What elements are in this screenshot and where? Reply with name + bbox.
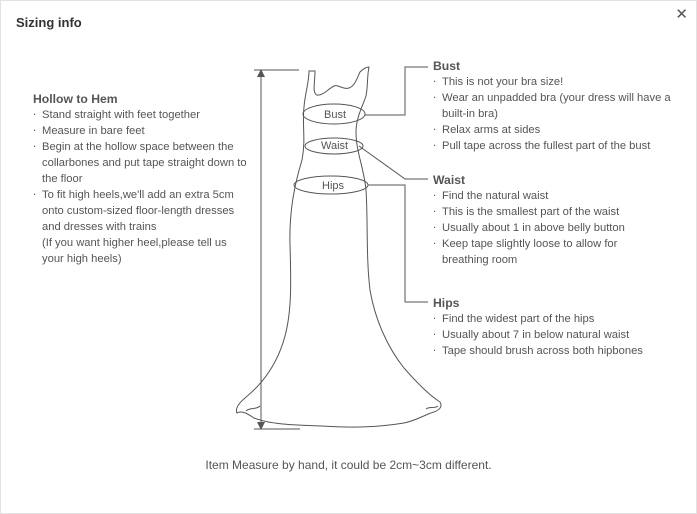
list-item: . This is not your bra size! (433, 74, 673, 90)
hips-section (433, 295, 673, 359)
hollow-to-hem-heading: Hollow to Hem (33, 92, 118, 106)
list-item: . Stand straight with feet together (33, 107, 251, 123)
list-item: . Find the natural waist (433, 188, 648, 204)
bust-leader-line (365, 67, 428, 115)
list-item: . This is the smallest part of the waist (433, 204, 648, 220)
bust-diagram-label: Bust (324, 109, 347, 121)
list-item: . Keep tape slightly loose to allow for breathing room (433, 236, 648, 268)
list-item: . Find the widest part of the hips (433, 311, 673, 327)
dress-outline (236, 67, 441, 427)
heel-note: (If you want higher heel,please tell us your high heels) (42, 237, 227, 265)
close-icon[interactable]: ✕ (675, 5, 688, 23)
list-item: . To fit high heels,we'll add an extra 5cm onto custom-sized floor-length dresses and dresses with trains (33, 187, 251, 235)
list-item: . Pull tape across the fullest part of the bust (433, 138, 673, 154)
list-item: . Relax arms at sides (433, 122, 673, 138)
hips-leader-line (368, 185, 428, 302)
hips-heading: Hips (433, 296, 460, 310)
list-item: . Usually about 7 in below natural waist (433, 327, 673, 343)
measure-footnote: Item Measure by hand, it could be 2cm~3cm different. (205, 458, 492, 472)
waist-section (433, 172, 648, 268)
hem-detail (246, 406, 260, 411)
list-item: . Wear an unpadded bra (your dress will have a built-in bra) (433, 90, 673, 122)
hem-detail-right (426, 406, 438, 409)
dialog-title: Sizing info (16, 15, 82, 30)
list-item: . Usually about 1 in above belly button (433, 220, 648, 236)
waist-heading: Waist (433, 173, 466, 187)
list-item: . Tape should brush across both hipbones (433, 343, 673, 359)
waist-leader-line (359, 146, 428, 179)
bust-heading: Bust (433, 59, 461, 73)
hips-diagram-label: Hips (322, 180, 345, 192)
hollow-to-hem-section (33, 91, 251, 267)
bust-section (433, 58, 673, 154)
waist-diagram-label: Waist (321, 140, 349, 152)
list-item: . Begin at the hollow space between the collarbones and put tape straight down to the floor (33, 139, 251, 187)
list-item: . Measure in bare feet (33, 123, 251, 139)
